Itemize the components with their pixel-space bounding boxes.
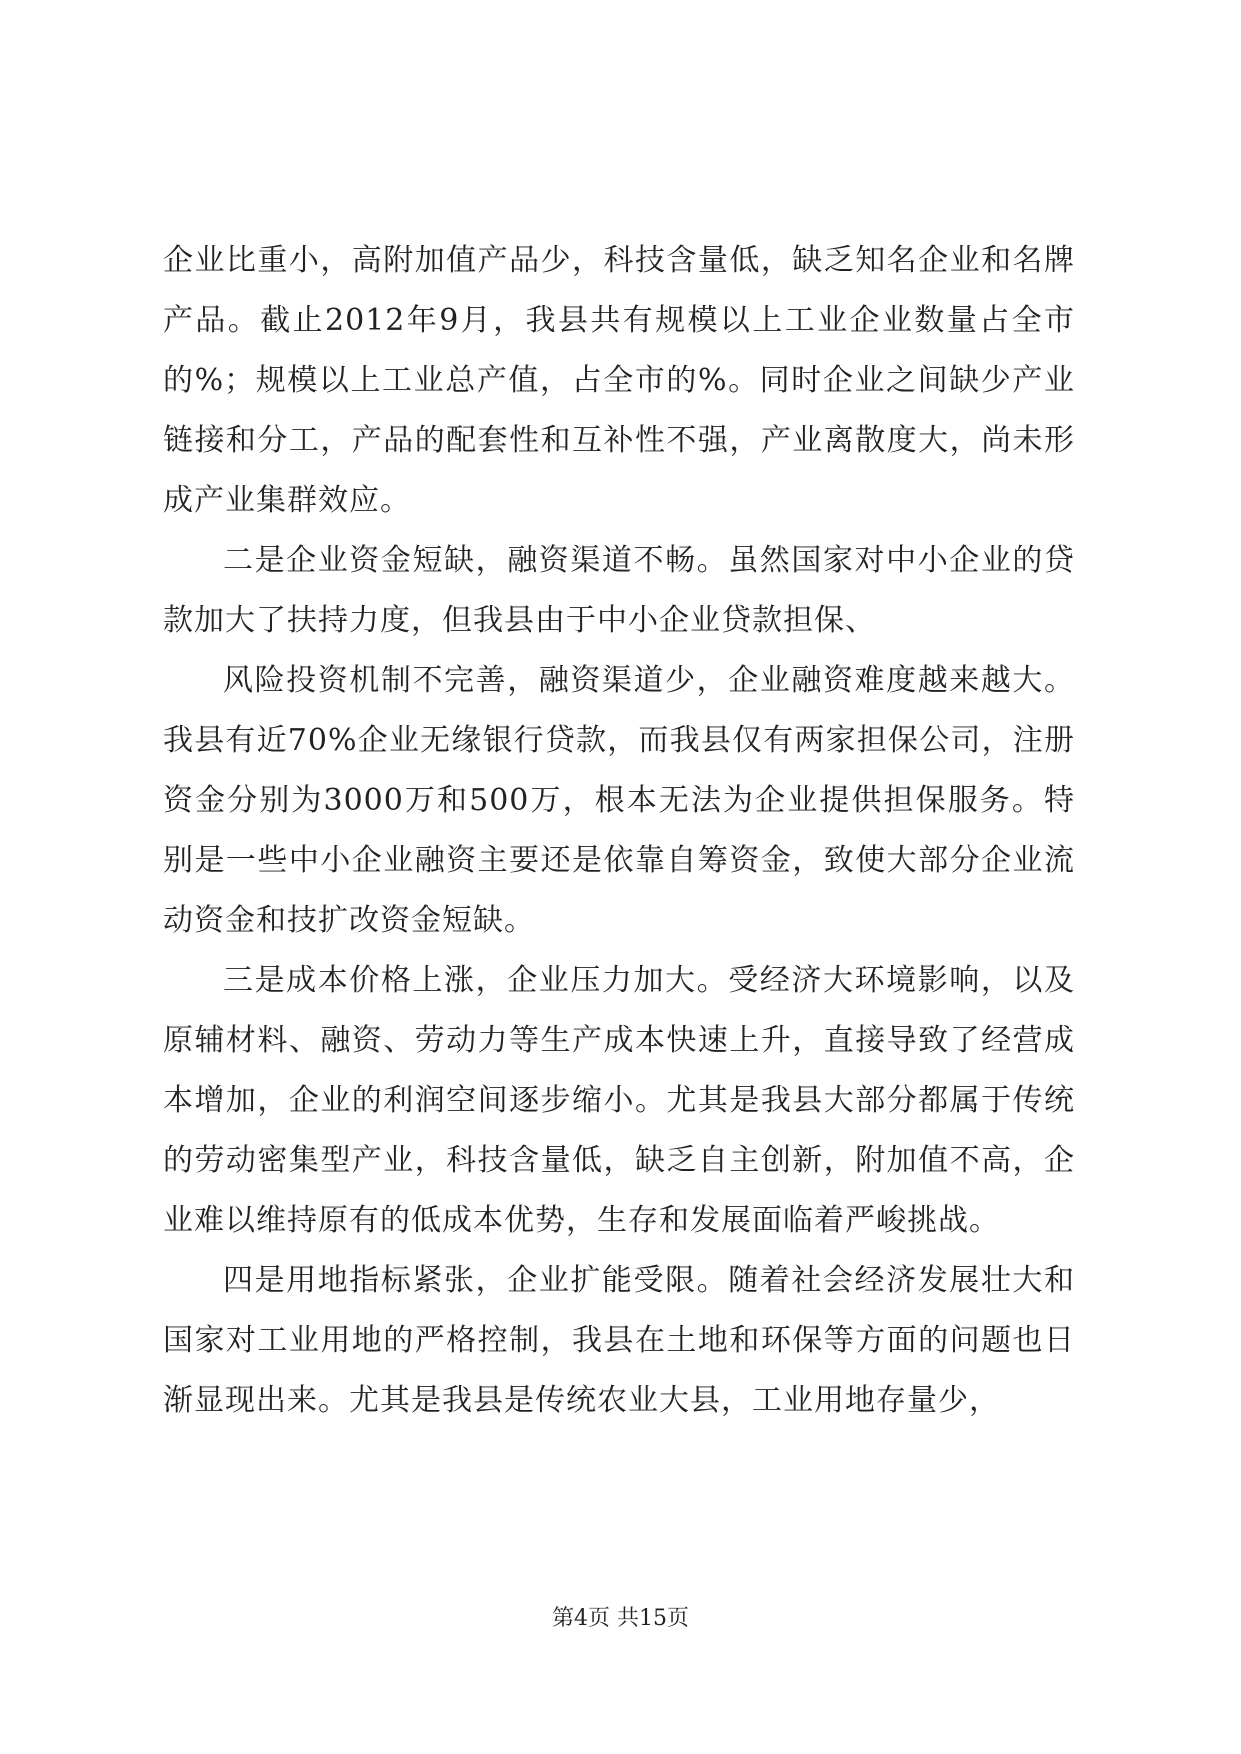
paragraph-continuation: 企业比重小，高附加值产品少，科技含量低，缺乏知名企业和名牌产品。截止2012年9月，我县共有规模以上工业企业数量占全市的%；规模以上工业总产值，占全市的%。同时企业之间缺少产业链接和分工，产品的配套性和互补性不强，产业离散度大，尚未形成产业集群效应。 xyxy=(163,243,1075,518)
document-body xyxy=(163,231,1075,1431)
page-footer: 第4页 共15页 xyxy=(552,1606,689,1631)
paragraph-cost-rise: 三是成本价格上涨，企业压力加大。受经济大环境影响，以及原辅材料、融资、劳动力等生产成本快速上升，直接导致了经营成本增加，企业的利润空间逐步缩小。尤其是我县大部分都属于传统的劳动密集型产业，科技含量低，缺乏自主创新，附加值不高，企业难以维持原有的低成本优势，生存和发展面临着严峻挑战。 xyxy=(163,963,1075,1238)
paragraph-risk-investment: 风险投资机制不完善，融资渠道少，企业融资难度越来越大。我县有近70%企业无缘银行贷款，而我县仅有两家担保公司，注册资金分别为3000万和500万，根本无法为企业提供担保服务。特别是一些中小企业融资主要还是依靠自筹资金，致使大部分企业流动资金和技扩改资金短缺。 xyxy=(163,663,1075,938)
paragraph-land-shortage: 四是用地指标紧张，企业扩能受限。随着社会经济发展壮大和国家对工业用地的严格控制，我县在土地和环保等方面的问题也日渐显现出来。尤其是我县是传统农业大县，工业用地存量少， xyxy=(163,1263,1075,1418)
paragraph-funding-shortage: 二是企业资金短缺，融资渠道不畅。虽然国家对中小企业的贷款加大了扶持力度，但我县由于中小企业贷款担保、 xyxy=(163,543,1075,638)
